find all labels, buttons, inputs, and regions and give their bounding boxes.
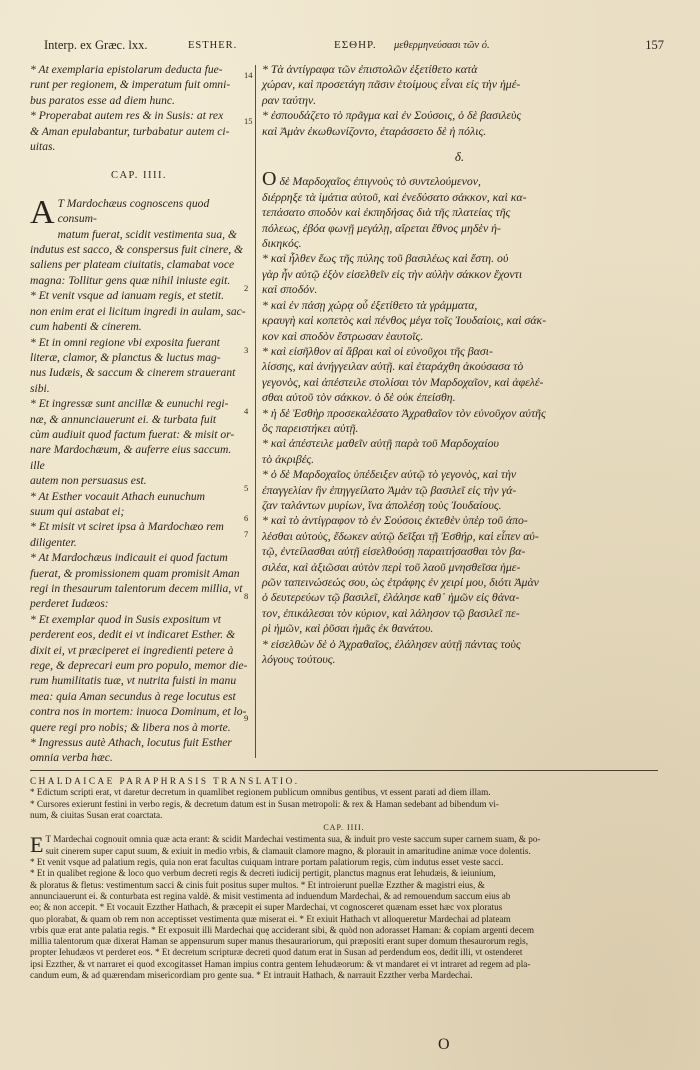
latin-line: quere regi pro nobis; & libera nos à morte. [30, 720, 231, 734]
greek-line: * καὶ ἐν πάσῃ χώρᾳ οὗ ἐξετίθετο τὰ γράμματα, [262, 297, 478, 312]
verse-number: 2 [244, 283, 249, 293]
latin-line: autem non persuasus est. [30, 474, 147, 488]
latin-chapter-title: CAP. IIII. [110, 170, 168, 182]
latin-line: T Mardochæus cognoscens quod consum- [57, 196, 210, 226]
chaldaic-line: & ploratus & fletus: vestimentum sacci & cinis fuit positus super multos. * Et introierunt puellæ Ezzther & magistri eius, & [30, 879, 485, 890]
greek-line: γεγονὸς, καὶ ἀπέστειλε στολίσαι τὸν Μαρδοχαῖον, καὶ ἀφελέ- [262, 374, 544, 389]
greek-line-text: δὲ Μαρδοχαῖος ἐπιγνοὺς τὸ συντελούμενον, [279, 174, 481, 189]
greek-line: τεπάσατο σποδὸν καὶ ἐκπηδήσας διὰ τῆς πλατείας τῆς [262, 205, 511, 220]
latin-line: dixit ei, vt præciperet ei ingredienti petere à [30, 643, 234, 657]
greek-line: ραν ταύτην. [262, 92, 317, 107]
verse-number: 7 [244, 529, 249, 539]
latin-line: runt per regionem, & imperatum fuit omni- [30, 78, 231, 92]
verse-number: 14 [244, 70, 253, 80]
greek-line: λέσθαι αὐτοὺς, ἔδωκεν αὐτῷ δεῖξαι τῇ Ἐσθήρ, καὶ εἶπεν αὐ- [262, 528, 539, 543]
chaldaic-line: ipsi Ezzther, & vt narraret ei quod excogitasset Haman impius contra gentem Iehudæorum: & vt mandaret ei vt intraret ad regem ad pla- [30, 958, 531, 969]
latin-line: rum humilitatis tuæ, vt nutrita fuisti in manu [30, 674, 237, 688]
latin-line: * Et misit vt sciret ipsa à Mardochæo rem [30, 520, 224, 534]
greek-intro [262, 62, 657, 139]
greek-line: τῷ, ἐντείλασθαι αὐτῇ εἰσελθούσῃ παραιτήσασθαι τὸν βα- [262, 544, 526, 559]
latin-line: * Ingressus autè Athach, locutus fuit Esther [30, 736, 232, 750]
greek-line [262, 168, 657, 191]
latin-line: rege, & deprecari eum pro populo, memor die- [30, 659, 248, 673]
column-divider [255, 65, 256, 758]
latin-line: * Et in omni regione vbi exposita fuerant [30, 335, 220, 349]
latin-line: fuerat, & promissionem quam promisit Aman [30, 566, 240, 580]
latin-line: omnia verba hæc. [30, 751, 113, 765]
greek-line: * ὁ δὲ Μαρδοχαῖος ὑπέδειξεν αὐτῷ τὸ γεγονὸς, καὶ τὴν [262, 467, 517, 482]
latin-line: * At Mardochæus indicauit ei quod factum [30, 551, 228, 565]
greek-line: ρῶν ταπεινώσεώς σου, ὡς ἐτράφης ἐν χειρί μου, διότι Ἀμὰν [262, 575, 539, 589]
greek-line: * καὶ τὸ ἀντίγραφον τὸ ἐν Σούσοις ἐκτεθὲν ὑπὲρ τοῦ ἀπο- [262, 513, 528, 528]
greek-line: * καὶ εἰσῆλθον αἱ ἅβραι καὶ οἱ εὐνοῦχοι τῆς βασι- [262, 343, 493, 358]
chaldaic-line: T Mardechai cognouit omnia quæ acta erant: & scidit Mardechai vestimenta sua, & induit pro veste saccum super carnem suam, & po- [45, 834, 541, 845]
greek-line: σιλέα, καὶ ἀξιῶσαι αὐτὸν περὶ τοῦ λαοῦ μνησθεῖσα ἡμε- [262, 559, 521, 574]
latin-line: suum qui astabat ei; [30, 504, 125, 518]
latin-line: contra nos in mortem: inuoca Dominum, et lo- [30, 705, 247, 719]
running-header [44, 38, 664, 58]
verse-number: 6 [244, 513, 249, 523]
latin-line: nus Iudæis, & saccum & cinerem strauerant [30, 366, 236, 380]
page-number: 157 [645, 38, 664, 52]
latin-line: diligenter. [30, 535, 77, 549]
chaldaic-line: * Cursores exierunt festini in verbo regis, & decretum datum est in Susan metropoli: & rex & Haman sedebant ad bibendum vi- [30, 798, 499, 809]
header-left-title: Interp. ex Græc. lxx. [44, 38, 148, 52]
latin-drop-cap: A [30, 193, 55, 231]
greek-chapter-text [262, 168, 657, 667]
latin-line: matum fuerat, scidit vestimenta sua, & [57, 227, 237, 241]
greek-line: ὁ δευτερεύων τῷ βασιλεῖ, ἐλάλησε καθ᾽ ἡμῶν εἰς θάνα- [262, 590, 520, 605]
greek-column [262, 62, 657, 762]
chaldaic-line: vrbis quæ erat ante palatia regis. * Et exposuit illi Mardechai quę acciderant sibi, & quòd non adorasset Haman: & copiam argenti decem [30, 924, 534, 935]
latin-line: * Et ingressæ sunt ancillæ & eunuchi regi- [30, 397, 229, 411]
latin-line: sibi. [30, 381, 50, 395]
greek-line: * ἡ δὲ Ἐσθὴρ προσεκαλέσατο Ἀχραθαῖον τὸν εὐνοῦχον αὐτῆς [262, 405, 546, 420]
latin-line: uitas. [30, 140, 56, 154]
chaldaic-line: * Et venit vsque ad palatium regis, quia non erat facultas cuiquam intrare portam palatiorum regis, cùm indutus esset veste sacci. [30, 857, 504, 868]
latin-line: næ, & annunciauerunt ei. & turbata fuit [30, 412, 217, 426]
latin-line: * Et exemplar quod in Susis expositum vt [30, 612, 221, 626]
latin-line: nare Mardochæum, & auferre eius saccum. ille [30, 443, 232, 472]
greek-line: καὶ Ἀμὰν ἐκωθωνίζοντο, ἐταράσσετο δὲ ἡ πόλις. [262, 123, 487, 138]
greek-line: * εἰσελθὼν δὲ ὁ Ἀχραθαῖος, ἐλάλησεν αὐτῇ πάντας τοὺς [262, 636, 521, 651]
catchword: O [438, 1036, 450, 1053]
chaldaic-line: candum eum, & ad quærendam misericordiam pro gente sua. * Et intrauit Hathach, & narrauit Ezzther verba Mardechai. [30, 970, 473, 981]
greek-line: δικηκός. [262, 236, 302, 251]
greek-line: τὸ ἀκριβές. [262, 451, 315, 466]
chaldaic-intro [30, 787, 658, 821]
chaldaic-title: CHALDAICAE PARAPHRASIS TRANSLATIO. [30, 776, 300, 786]
greek-line: λόγους τούτους. [262, 652, 336, 667]
latin-intro [30, 62, 248, 154]
latin-line: * At Esther vocauit Athach eunuchum [30, 489, 206, 503]
latin-line: * Properabat autem res & in Susis: at rex [30, 109, 224, 123]
latin-chapter-text [30, 193, 248, 766]
greek-line: χώραν, καὶ προσετάγη πᾶσιν ἑτοίμους εἶναι εἰς τὴν ἡμέ- [262, 77, 521, 92]
chaldaic-chapter-text [30, 834, 658, 981]
chaldaic-line: quo plorabat, & quam ob rem non acceptisset vestimenta quæ miserat ei. * Et exiuit Hathach vt alloqueretur Mardechai ad plateam [30, 913, 511, 924]
greek-line: πόλεως, ἐβόα φωνῇ μεγάλῃ, αἴρεται ἔθνος μηδὲν ἠ- [262, 220, 501, 235]
chaldaic-line: eo; & non accepit. * Et vocauit Ezzther Hathach, & præcepit ei super Mardechai, vt cognosceret quænam esset hæc vox ploratus [30, 902, 503, 913]
greek-line: ὃς παρειστήκει αὐτῇ. [262, 420, 359, 435]
latin-line: * At exemplaria epistolarum deducta fue- [30, 63, 223, 76]
greek-line: τον, ἐπικάλεσαι τὸν κύριον, καὶ λάλησον τῷ βασιλεῖ πε- [262, 605, 520, 620]
latin-line: cum habenti & cinerem. [30, 320, 142, 334]
chaldaic-line: propter Iehudæos vt perderet eos. * Et decretum scripturæ decreti quod datum erat in Susan ad perdendum eos, dedit illi, vt ostenderet [30, 947, 523, 958]
greek-line: * καὶ ἦλθεν ἕως τῆς πύλης τοῦ βασιλέως καὶ ἔστη. οὐ [262, 251, 509, 266]
latin-line: perderet Iudæos: [30, 597, 109, 611]
latin-line: bus paratos esse ad diem hunc. [30, 93, 175, 107]
header-greek-book: ΕΣΘΗΡ. [334, 39, 377, 51]
chaldaic-line: * Edictum scripti erat, vt daretur decretum in quamlibet regionem publicum omnibus gentibus, vt essent parati ad diem illam. [30, 787, 491, 798]
greek-line: καὶ σποδόν. [262, 282, 318, 297]
chaldaic-chapter-title: CAP. IIII. [323, 823, 365, 833]
chaldaic-line: millia talentorum quæ dixerat Haman se appensurum super manus thesaurariorum, qui præpositi erant super domum thesaurorum regis, [30, 936, 529, 947]
latin-column [30, 62, 248, 765]
greek-line: λίσσης, καὶ ἀνήγγειλαν αὐτῇ. καὶ ἐταράχθη ἀκούσασα τὸ [262, 359, 524, 374]
latin-line: * Et venit vsque ad ianuam regis, et stetit. [30, 289, 225, 303]
greek-drop-cap: Ο [262, 168, 277, 191]
latin-line: perderent eos, dedit ei vt indicaret Esther. & [30, 628, 236, 642]
section-rule [30, 770, 658, 771]
greek-line: ρὶ ἡμῶν, καὶ ῥῦσαι ἡμᾶς ἐκ θανάτου. [262, 621, 434, 636]
chaldaic-drop-cap: E [30, 832, 44, 858]
verse-number: 3 [244, 345, 249, 355]
greek-line: κον καὶ σποδὸν ἔστρωσαν ἑαυτοῖς. [262, 328, 424, 343]
latin-line: indutus est sacco, & conspersus fuit cinere, & [30, 243, 244, 257]
latin-line: & Aman epulabantur, turbabatur autem ci- [30, 124, 230, 138]
verse-number: 9 [244, 713, 249, 723]
latin-line: mea: quia Aman secundus à rege locutus est [30, 689, 236, 703]
greek-line: * ἐσπουδάζετο τὸ πρᾶγμα καὶ ἐν Σούσοις, ὁ δὲ βασιλεὺς [262, 108, 522, 123]
greek-line: γὰρ ἦν αὐτῷ ἐξὸν εἰσελθεῖν εἰς τὴν αὐλὴν σάκκον ἔχοντι [262, 266, 523, 281]
greek-line: * καὶ ἀπέστειλε μαθεῖν αὐτῇ παρὰ τοῦ Μαρδοχαίου [262, 436, 499, 451]
greek-line: κραυγὴ καὶ κοπετὸς καὶ πένθος μέγα τοῖς Ἰουδαίοις, καὶ σάκ- [262, 313, 547, 328]
greek-line: διέρρηξε τὰ ἱμάτια αὐτοῦ, καὶ ἐνεδύσατο σάκκον, καὶ κα- [262, 189, 527, 204]
chaldaic-line: * Et in qualibet regione & loco quo verbum decreti regis & decreti iudicij pertigit, planctus magnus erat Iehudæis, & ieiunium, [30, 868, 496, 879]
latin-line: literæ, clamor, & planctus & luctus mag- [30, 350, 221, 364]
verse-number: 4 [244, 406, 249, 416]
chaldaic-line: annunciauerunt ei. & conturbata est regina valdè. & misit vestimenta ad induendum Mardechai, & ad remouendum saccum eius ab [30, 890, 511, 901]
greek-line: σθαι αὐτοῦ τὸν σάκκον. ὁ δὲ οὐκ ἐπείσθη. [262, 390, 456, 405]
latin-line: cùm audiuit quod factum fuerat: & misit or- [30, 427, 235, 441]
header-greek-note: μεθερμηνεύσασι τῶν ό. [394, 40, 490, 51]
latin-line: magna: Tollitur gens quæ nihil iniuste egit. [30, 273, 231, 287]
chaldaic-line: num, & ciuitas Susan erat coarctata. [30, 809, 163, 820]
greek-line: ζαν ταλάντων μυρίων, ἵνα ἀπολέσῃ τοὺς Ἰουδαίους. [262, 497, 502, 512]
greek-chapter-title: δ. [454, 149, 465, 165]
chaldaic-section [30, 776, 658, 981]
latin-line: regi in thesaurum talentorum decem millia, vt [30, 582, 243, 595]
verse-number: 8 [244, 591, 249, 601]
header-latin-book: ESTHER. [188, 40, 238, 51]
verse-number: 15 [244, 116, 253, 126]
latin-line: saliens per plateam ciuitatis, clamabat voce [30, 258, 235, 272]
greek-line: * Τὰ ἀντίγραφα τῶν ἐπιστολῶν ἐξετίθετο κατὰ [262, 62, 478, 76]
latin-line: non enim erat ei licitum ingredi in aulam, sac- [30, 304, 246, 318]
chaldaic-line: suit cinerem super caput suum, & exiuit in medio vrbis, & clamauit clamore magno, & plorauit in amaritudine animæ voce dolentis. [45, 845, 531, 856]
greek-line: ἐπαγγελίαν ἣν ἐπηγγείλατο Ἀμὰν τῷ βασιλεῖ εἰς τὴν γά- [262, 482, 517, 497]
verse-number: 5 [244, 483, 249, 493]
